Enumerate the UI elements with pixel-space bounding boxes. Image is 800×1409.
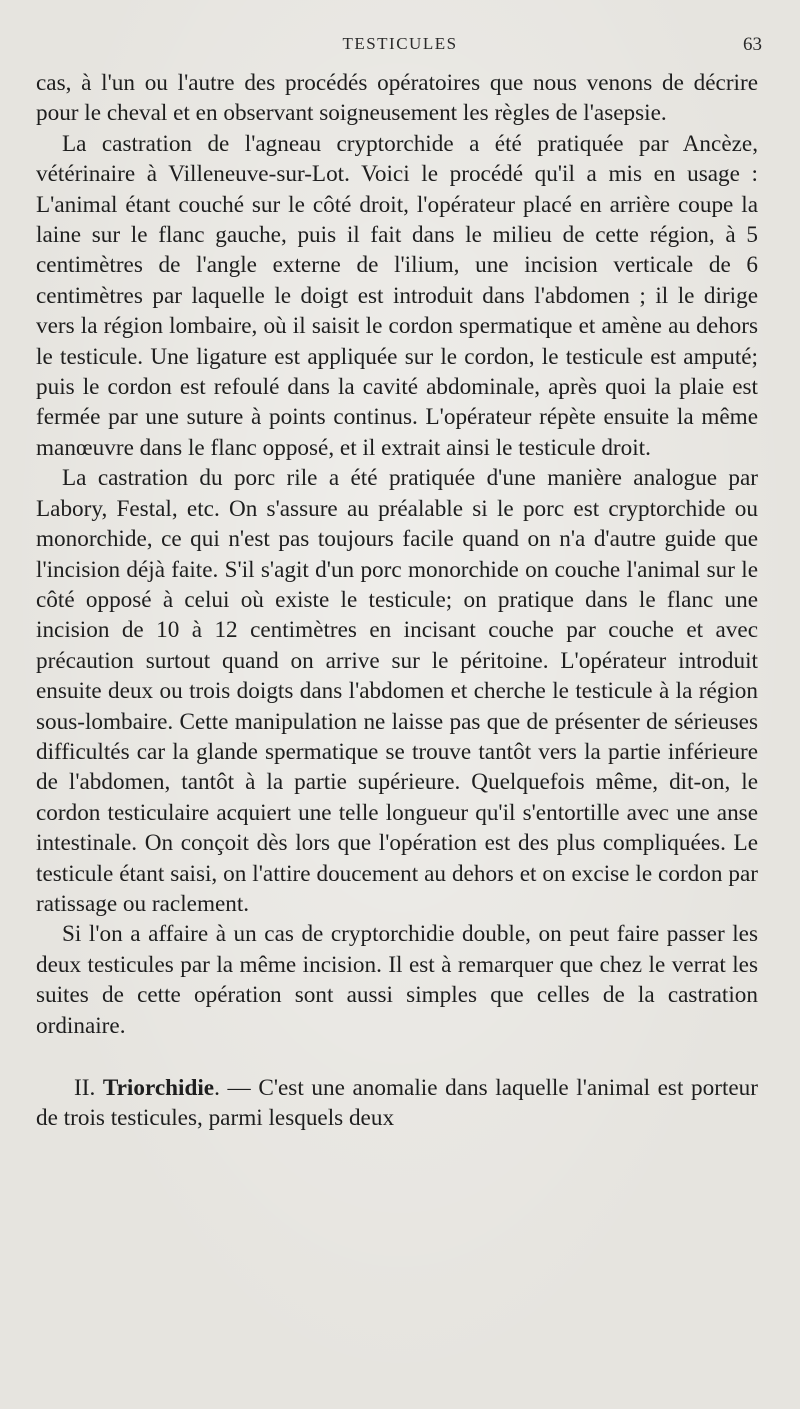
- running-title: TESTICULES: [342, 34, 458, 53]
- paragraph-porc: La castration du porc rile a été pratiquée d'une manière analogue par Labory, Festal, etc. On s'assure au préalable si le porc est cryptorchide ou monorchide, ce qui n'est pas toujours facile quand on n'a d'autre guide que l'incision déjà faite. S'il s'agit d'un porc monorchide on couche l'animal sur le côté opposé à celui où existe le testicule; on pratique dans le flanc une incision de 10 à 12 centimètres en incisant couche par couche et avec précaution surtout quand on arrive sur le péritoine. L'opérateur introduit ensuite deux ou trois doigts dans l'abdomen et cherche le testicule à la région sous-lombaire. Cette manipulation ne laisse pas que de présenter de sérieuses difficultés car la glande spermatique se trouve tantôt vers la partie inférieure de l'abdomen, tantôt à la partie supérieure. Quelquefois même, dit-on, le cordon testiculaire acquiert une telle longueur qu'il s'entortille avec une anse intestinale. On conçoit dès lors que l'opération est des plus compliquées. Le testicule étant saisi, on l'attire doucement au dehors et on excise le cordon par ratissage ou raclement.: [36, 465, 758, 917]
- paragraph-continuation: cas, à l'un ou l'autre des procédés opératoires que nous venons de décrire pour le cheval et en observant soigneusement les règles de l'asepsie.: [36, 70, 758, 127]
- page-header: [0, 30, 800, 60]
- body-text: [36, 68, 758, 1134]
- section-number: II.: [74, 1075, 96, 1101]
- paragraph-cryptorchidie-double: Si l'on a affaire à un cas de cryptorchidie double, on peut faire passer les deux testicules par la même incision. Il est à remarquer que chez le verrat les suites de cette opération sont aussi simples que celles de la castration ordinaire.: [36, 921, 758, 1039]
- section-text: . — C'est une anomalie dans laquelle l'animal est porteur de trois testicules, parmi lesquels deux: [36, 1075, 758, 1132]
- section-triorchidie: [36, 1073, 758, 1134]
- section-title: Triorchidie: [102, 1075, 215, 1101]
- paragraph-agneau: La castration de l'agneau cryptorchide a été pratiquée par Ancèze, vétérinaire à Villeneuve-sur-Lot. Voici le procédé qu'il a mis en usage : L'animal étant couché sur le côté droit, l'opérateur placé en arrière coupe la laine sur le flanc gauche, puis il fait dans le milieu de cette région, à 5 centimètres de l'angle externe de l'ilium, une incision verticale de 6 centimètres par laquelle le doigt est introduit dans l'abdomen ; il le dirige vers la région lombaire, où il saisit le cordon spermatique et amène au dehors le testicule. Une ligature est appliquée sur le cordon, le testicule est amputé; puis le cordon est refoulé dans la cavité abdominale, après quoi la plaie est fermée par une suture à points continus. L'opérateur répète ensuite la même manœuvre dans le flanc opposé, et il extrait ainsi le testicule droit.: [36, 130, 758, 461]
- page-number: 63: [743, 34, 762, 55]
